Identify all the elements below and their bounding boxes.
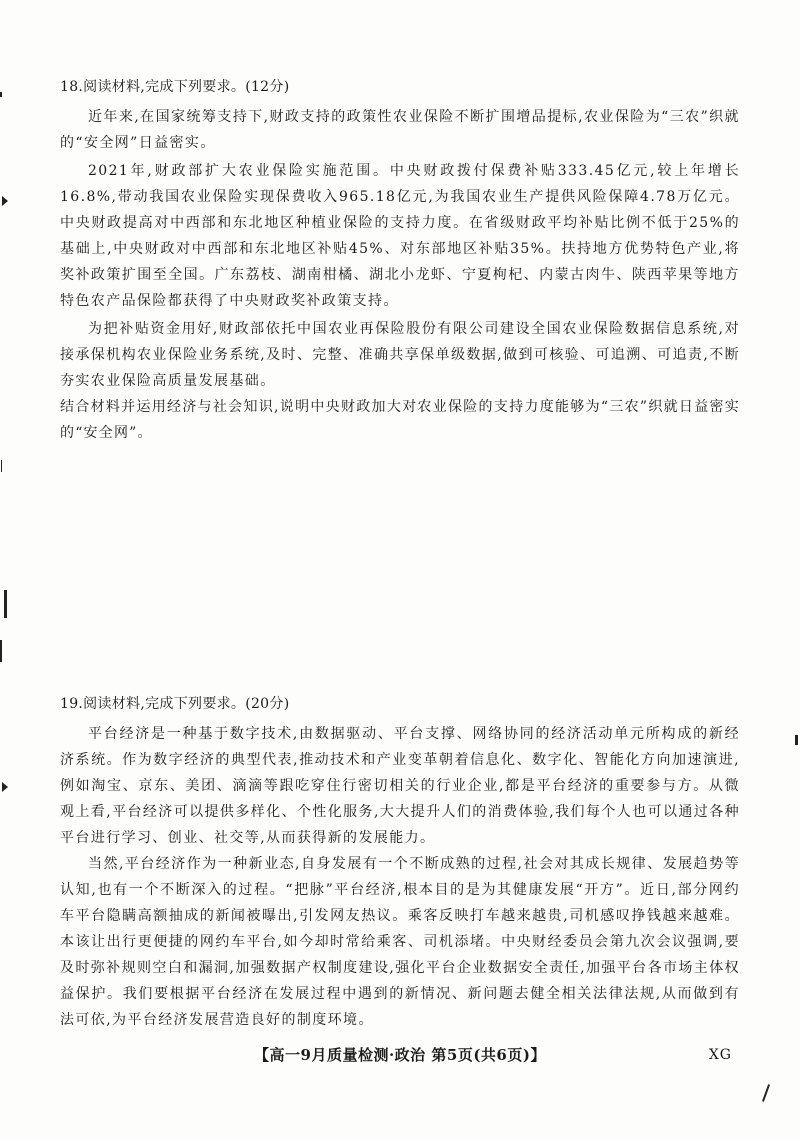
question-18-paragraph-1: 近年来,在国家统筹支持下,财政支持的政策性农业保险不断扩围增品提标,农业保险为“三农”织就的“安全网”日益密实。 (60, 109, 740, 151)
question-19-paragraph-1: 平台经济是一种基于数字技术,由数据驱动、平台支撑、网络协同的经济活动单元所构成的新经济系统。作为数字经济的典型代表,推动技术和产业变革朝着信息化、数字化、智能化方向加速演进,例如淘宝、京东、美团、滴滴等跟吃穿住行密切相关的行业企业,都是平台经济的重要参与方。从微观上看,平台经济可以提供多样化、个性化服务,大大提升人们的消费体验,我们每个人也可以通过各种平台进行学习、创业、社交等,从而获得新的发展能力。 (60, 726, 740, 846)
scan-mark-2 (1, 460, 2, 472)
scan-mark-5 (795, 735, 798, 745)
question-18 (60, 76, 740, 446)
question-19 (60, 693, 740, 1033)
question-19-title: 19.阅读材料,完成下列要求。(20分) (60, 696, 290, 712)
footer-exam-label: 【高一9月质量检测·政治 第5页(共6页)】 (254, 1046, 546, 1064)
binding-mark-2 (2, 782, 8, 792)
pen-stroke-mark (762, 1084, 770, 1102)
page-footer (0, 1043, 800, 1067)
question-18-requirement: 结合材料并运用经济与社会知识,说明中央财政加大对农业保险的支持力度能够为“三农”织就日益密实的“安全网”。 (60, 399, 740, 441)
binding-mark-1 (2, 196, 8, 206)
question-18-paragraph-3: 为把补贴资金用好,财政部依托中国农业再保险股份有限公司建设全国农业保险数据信息系统,对接承保机构农业保险业务系统,及时、完整、准确共享保单级数据,做到可核验、可追溯、可追责,不断夯实农业保险高质量发展基础。 (60, 321, 740, 389)
footer-code: XG (708, 1047, 732, 1063)
scan-mark-3 (4, 590, 7, 618)
scan-mark-1 (0, 92, 2, 97)
question-19-paragraph-2: 当然,平台经济作为一种新业态,自身发展有一个不断成熟的过程,社会对其成长规律、发展趋势等认知,也有一个不断深入的过程。“把脉”平台经济,根本目的是为其健康发展“开方”。近日,部分网约车平台隐瞒高额抽成的新闻被曝出,引发网友热议。乘客反映打车越来越贵,司机感叹挣钱越来越难。本该让出行更便捷的网约车平台,如今却时常给乘客、司机添堵。中央财经委员会第九次会议强调,要及时弥补规则空白和漏洞,加强数据产权制度建设,强化平台企业数据安全责任,加强平台各市场主体权益保护。我们要根据平台经济在发展过程中遇到的新情况、新问题去健全相关法律法规,从而做到有法可依,为平台经济发展营造良好的制度环境。 (60, 856, 740, 1028)
question-18-title: 18.阅读材料,完成下列要求。(12分) (60, 79, 290, 95)
scan-mark-4 (0, 640, 2, 662)
question-18-paragraph-2: 2021年,财政部扩大农业保险实施范围。中央财政拨付保费补贴333.45亿元,较上年增长16.8%,带动我国农业保险实现保费收入965.18亿元,为我国农业生产提供风险保障4.78万亿元。中央财政提高对中西部和东北地区种植业保险的支持力度。在省级财政平均补贴比例不低于25%的基础上,中央财政对中西部和东北地区补贴45%、对东部地区补贴35%。扶持地方优势特色产业,将奖补政策扩围至全国。广东荔枝、湖南柑橘、湖北小龙虾、宁夏枸杞、内蒙古肉牛、陕西苹果等地方特色农产品保险都获得了中央财政奖补政策支持。 (60, 163, 740, 309)
